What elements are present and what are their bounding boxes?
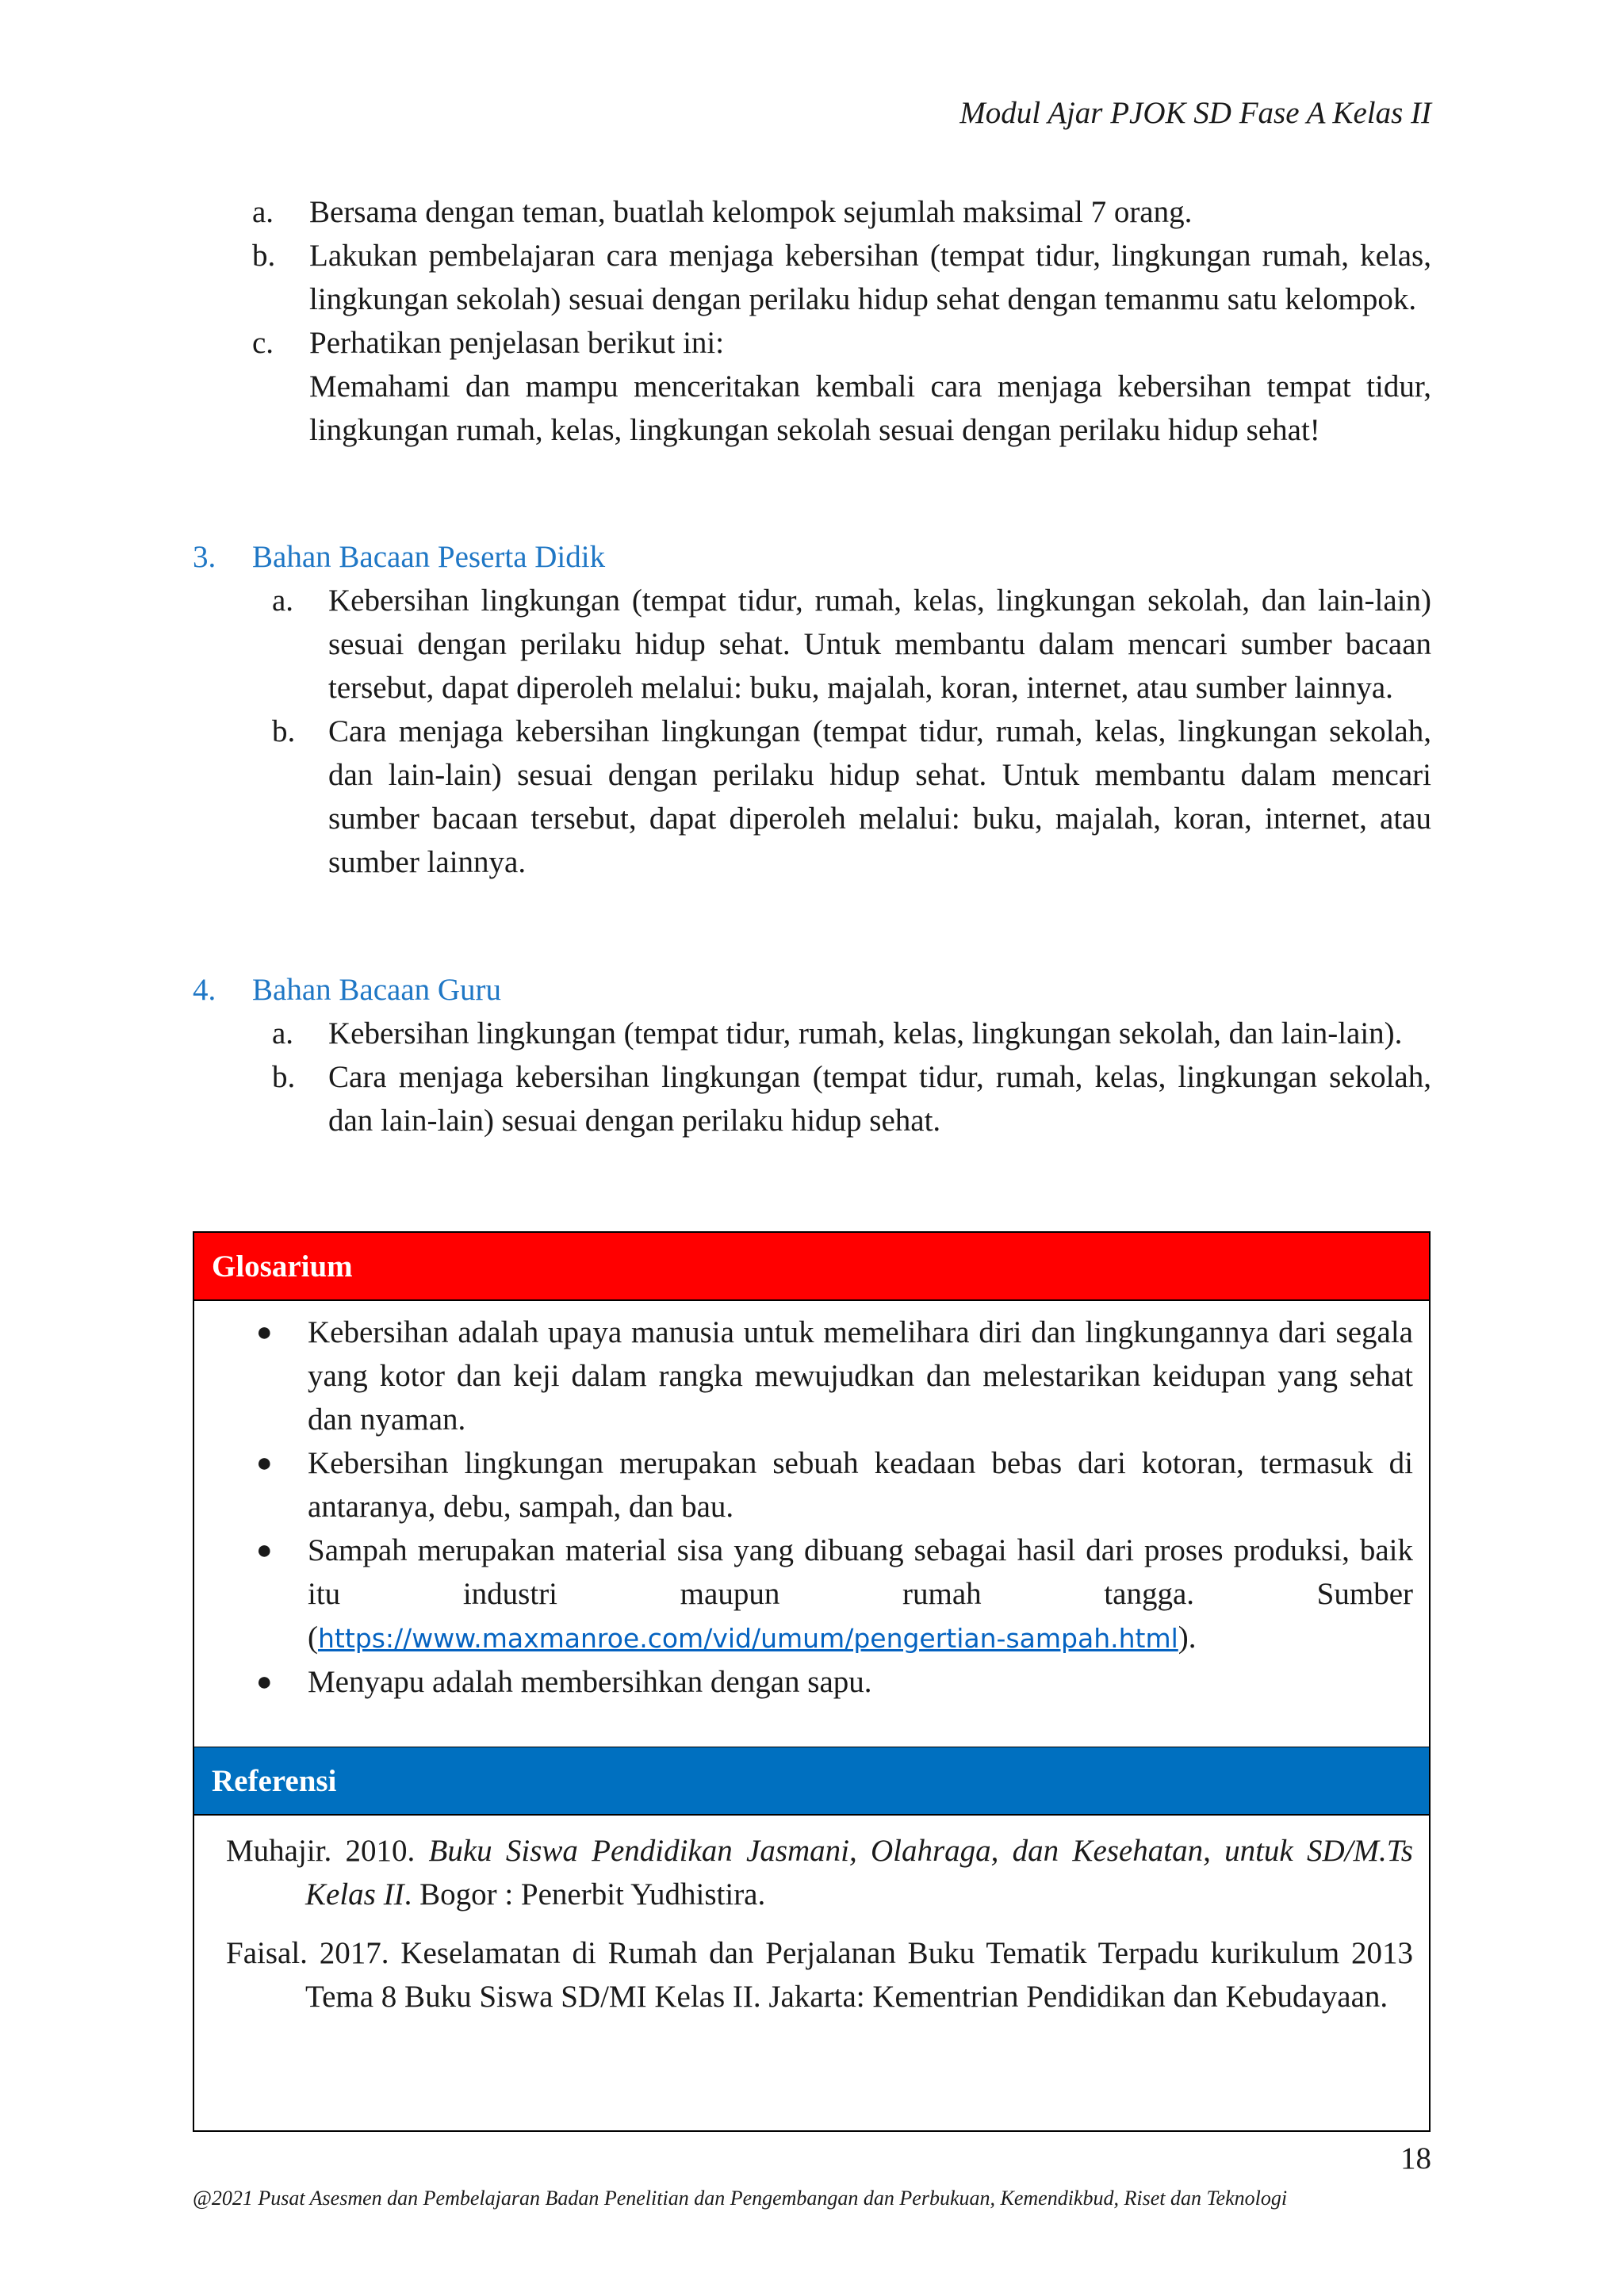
list-marker: a. [252, 195, 274, 229]
glossary-item-text: Kebersihan lingkungan merupakan sebuah keadaan bebas dari kotoran, termasuk di antaranya, debu, sampah, dan bau. [308, 1446, 1413, 1524]
list-item [0, 1012, 1624, 1055]
list-item-text: Memahami dan mampu menceritakan kembali cara menjaga kebersihan tempat tidur, lingkungan rumah, kelas, lingkungan sekolah sesuai dengan perilaku hidup sehat! [309, 369, 1431, 447]
bullet-icon: ● [256, 1448, 273, 1478]
reference-suffix: . Bogor : Penerbit Yudhistira. [404, 1877, 766, 1911]
glossary-item-text: Kebersihan adalah upaya manusia untuk memelihara diri dan lingkungannya dari segala yang kotor dan keji dalam rangka mewujudkan dan melestarikan keidupan yang sehat dan nyaman. [308, 1315, 1413, 1437]
list-marker: b. [252, 239, 276, 273]
section-heading-bahan-bacaan-guru [193, 968, 501, 1012]
list-item [0, 321, 1624, 452]
bullet-icon: ● [256, 1667, 273, 1697]
list-marker: a. [272, 1016, 294, 1050]
glossary-box [193, 1231, 1431, 1748]
list-marker: c. [252, 326, 274, 360]
reference-prefix: Muhajir. 2010. [226, 1834, 429, 1868]
reference-entry [210, 1931, 1429, 2019]
list-item [0, 234, 1624, 321]
glossary-item [194, 1311, 1429, 1441]
running-header: Modul Ajar PJOK SD Fase A Kelas II [959, 96, 1431, 130]
source-link[interactable]: https://www.maxmanroe.com/vid/umum/pengertian-sampah.html [318, 1623, 1178, 1654]
list-item [0, 710, 1624, 884]
section-number: 4. [193, 973, 216, 1007]
glossary-item [194, 1660, 1429, 1704]
glossary-item [194, 1441, 1429, 1529]
glossary-title: Glosarium [194, 1233, 1429, 1301]
activity-list [0, 190, 1624, 452]
reference-box [193, 1747, 1431, 2132]
list-marker: a. [272, 584, 294, 618]
list-item-text: Cara menjaga kebersihan lingkungan (tempat tidur, rumah, kelas, lingkungan sekolah, dan lain-lain) sesuai dengan perilaku hidup sehat. [328, 1060, 1431, 1138]
glossary-item [194, 1529, 1429, 1660]
list-item [0, 579, 1624, 710]
list-item-text: Perhatikan penjelasan berikut ini: [309, 326, 725, 360]
bullet-icon: ● [256, 1536, 273, 1565]
glossary-item-text: Sampah merupakan material sisa yang dibuang sebagai hasil dari proses produksi, baik itu industri maupun rumah tangga. Sumber [308, 1533, 1413, 1611]
bullet-icon: ● [256, 1318, 273, 1347]
section-heading-bahan-bacaan-peserta-didik [193, 535, 605, 579]
reference-book-title: Buku Siswa Pendidikan Jasmani, Olahraga, dan Kesehatan, untuk SD/M.Ts Kelas II [305, 1834, 1413, 1911]
teacher-reading-list [0, 1012, 1624, 1142]
section-number: 3. [193, 540, 216, 574]
list-item-text: Lakukan pembelajaran cara menjaga kebersihan (tempat tidur, lingkungan rumah, kelas, lingkungan sekolah) sesuai dengan perilaku hidup sehat dengan temanmu satu kelompok. [309, 239, 1431, 316]
list-item [0, 1055, 1624, 1142]
reference-text: Faisal. 2017. Keselamatan di Rumah dan Perjalanan Buku Tematik Terpadu kurikulum 2013 Tema 8 Buku Siswa SD/MI Kelas II. Jakarta: Kementrian Pendidikan dan Kebudayaan. [226, 1936, 1413, 2014]
list-item-text: Kebersihan lingkungan (tempat tidur, rumah, kelas, lingkungan sekolah, dan lain-lain). [328, 1016, 1403, 1050]
section-title: Bahan Bacaan Guru [252, 973, 502, 1007]
list-item-text: Kebersihan lingkungan (tempat tidur, rumah, kelas, lingkungan sekolah, dan lain-lain) sesuai dengan perilaku hidup sehat. Untuk membantu dalam mencari sumber bacaan tersebut, dapat diperoleh melalui: buku, majalah, koran, internet, atau sumber lainnya. [328, 584, 1431, 705]
link-suffix: ). [1178, 1621, 1197, 1655]
page-footer: @2021 Pusat Asesmen dan Pembelajaran Badan Penelitian dan Pengembangan dan Perbukuan, Kemendikbud, Riset dan Teknologi [193, 2187, 1288, 2210]
list-marker: b. [272, 1060, 296, 1094]
reference-list [194, 1816, 1429, 2019]
link-prefix: ( [308, 1621, 318, 1655]
list-item-text: Bersama dengan teman, buatlah kelompok sejumlah maksimal 7 orang. [309, 195, 1193, 229]
section-title: Bahan Bacaan Peserta Didik [252, 540, 606, 574]
glossary-item-text: Menyapu adalah membersihkan dengan sapu. [308, 1665, 872, 1699]
student-reading-list [0, 579, 1624, 884]
list-item-text: Cara menjaga kebersihan lingkungan (tempat tidur, rumah, kelas, lingkungan sekolah, dan lain-lain) sesuai dengan perilaku hidup sehat. Untuk membantu dalam mencari sumber bacaan tersebut, dapat diperoleh melalui: buku, majalah, koran, internet, atau sumber lainnya. [328, 714, 1431, 879]
page-number: 18 [1400, 2141, 1431, 2175]
list-item [0, 190, 1624, 234]
reference-title: Referensi [194, 1747, 1429, 1816]
list-marker: b. [272, 714, 296, 748]
glossary-list [194, 1311, 1429, 1704]
reference-entry [210, 1829, 1429, 1916]
